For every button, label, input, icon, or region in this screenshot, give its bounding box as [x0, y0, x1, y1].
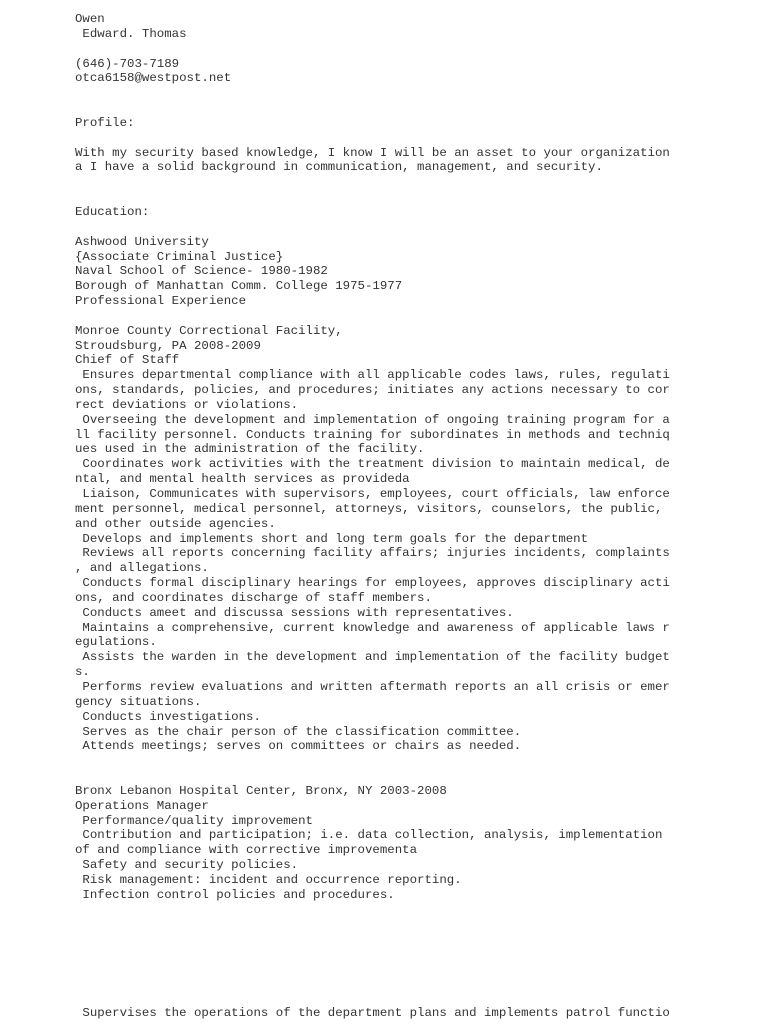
job-line: Bronx Lebanon Hospital Center, Bronx, NY 2003-2008	[75, 783, 447, 798]
profile-heading: Profile:	[75, 115, 135, 130]
job-line: gency situations.	[75, 694, 202, 709]
education-section	[75, 235, 755, 309]
job-line: and other outside agencies.	[75, 516, 276, 531]
job-line: Maintains a comprehensive, current knowledge and awareness of applicable laws r	[75, 620, 670, 635]
job-line: Ensures departmental compliance with all applicable codes laws, rules, regulati	[75, 368, 670, 383]
job-line: Assists the warden in the development and implementation of the facility budget	[75, 650, 670, 665]
job-line: Monroe County Correctional Facility,	[75, 323, 343, 338]
job-line: ues used in the administration of the facility.	[75, 442, 425, 457]
job-line: Performance/quality improvement	[75, 813, 313, 828]
job-line: s.	[75, 665, 90, 680]
job-line: Conducts formal disciplinary hearings for employees, approves disciplinary acti	[75, 576, 670, 591]
job-line: Risk management: incident and occurrence reporting.	[75, 872, 462, 887]
resume-document	[75, 12, 755, 903]
job-line: Conducts ameet and discussa sessions with representatives.	[75, 605, 514, 620]
footer-partial-line: Supervises the operations of the department plans and implements patrol functio	[75, 1006, 670, 1020]
job-line: rect deviations or violations.	[75, 397, 299, 412]
email-address: otca6158@westpost.net	[75, 71, 232, 86]
job-line: Contribution and participation; i.e. data collection, analysis, implementation	[75, 828, 663, 843]
job-monroe-county	[75, 324, 755, 754]
job-line: Conducts investigations.	[75, 709, 261, 724]
job-line: ll facility personnel. Conducts training for subordinates in methods and techniq	[75, 427, 670, 442]
job-line: Infection control policies and procedures.	[75, 887, 395, 902]
experience-heading: Professional Experience	[75, 294, 247, 309]
job-line: Liaison, Communicates with supervisors, employees, court officials, law enforce	[75, 487, 670, 501]
profile-line: a I have a solid background in communication, management, and security.	[75, 160, 603, 175]
education-line: Ashwood University	[75, 234, 209, 249]
job-line: Performs review evaluations and written aftermath reports an all crisis or emer	[75, 679, 670, 694]
education-heading: Education:	[75, 204, 150, 219]
job-line: Stroudsburg, PA 2008-2009	[75, 338, 261, 353]
job-bronx-lebanon	[75, 784, 755, 903]
job-line: Overseeing the development and implementation of ongoing training program for a	[75, 412, 670, 427]
job-line: , and allegations.	[75, 561, 209, 576]
education-line: {Associate Criminal Justice}	[75, 249, 284, 264]
job-line: Safety and security policies.	[75, 858, 299, 873]
job-line: Attends meetings; serves on committees or chairs as needed.	[75, 739, 522, 754]
job-line: Develops and implements short and long term goals for the department	[75, 531, 589, 546]
job-line: Chief of Staff	[75, 353, 180, 368]
profile-line: With my security based knowledge, I know I will be an asset to your organization	[75, 145, 670, 160]
job-line: Reviews all reports concerning facility affairs; injuries incidents, complaints	[75, 546, 670, 561]
phone-number: (646)-703-7189	[75, 56, 180, 71]
job-line: ons, and coordinates discharge of staff members.	[75, 590, 432, 605]
education-line: Naval School of Science- 1980-1982	[75, 264, 328, 279]
job-line: ntal, and mental health services as provideda	[75, 472, 410, 487]
job-line: Coordinates work activities with the treatment division to maintain medical, de	[75, 457, 670, 472]
job-line: Operations Manager	[75, 798, 209, 813]
job-line: egulations.	[75, 635, 157, 650]
job-line: Serves as the chair person of the classification committee.	[75, 724, 522, 739]
name-rest: Edward. Thomas	[75, 26, 187, 41]
education-line: Borough of Manhattan Comm. College 1975-1977	[75, 279, 403, 294]
job-line: ons, standards, policies, and procedures; initiates any actions necessary to cor	[75, 383, 670, 398]
name-first: Owen	[75, 12, 105, 26]
job-line: of and compliance with corrective improvementa	[75, 843, 418, 858]
profile-section	[75, 146, 755, 176]
job-line: ment personnel, medical personnel, attorneys, visitors, counselors, the public,	[75, 501, 663, 516]
